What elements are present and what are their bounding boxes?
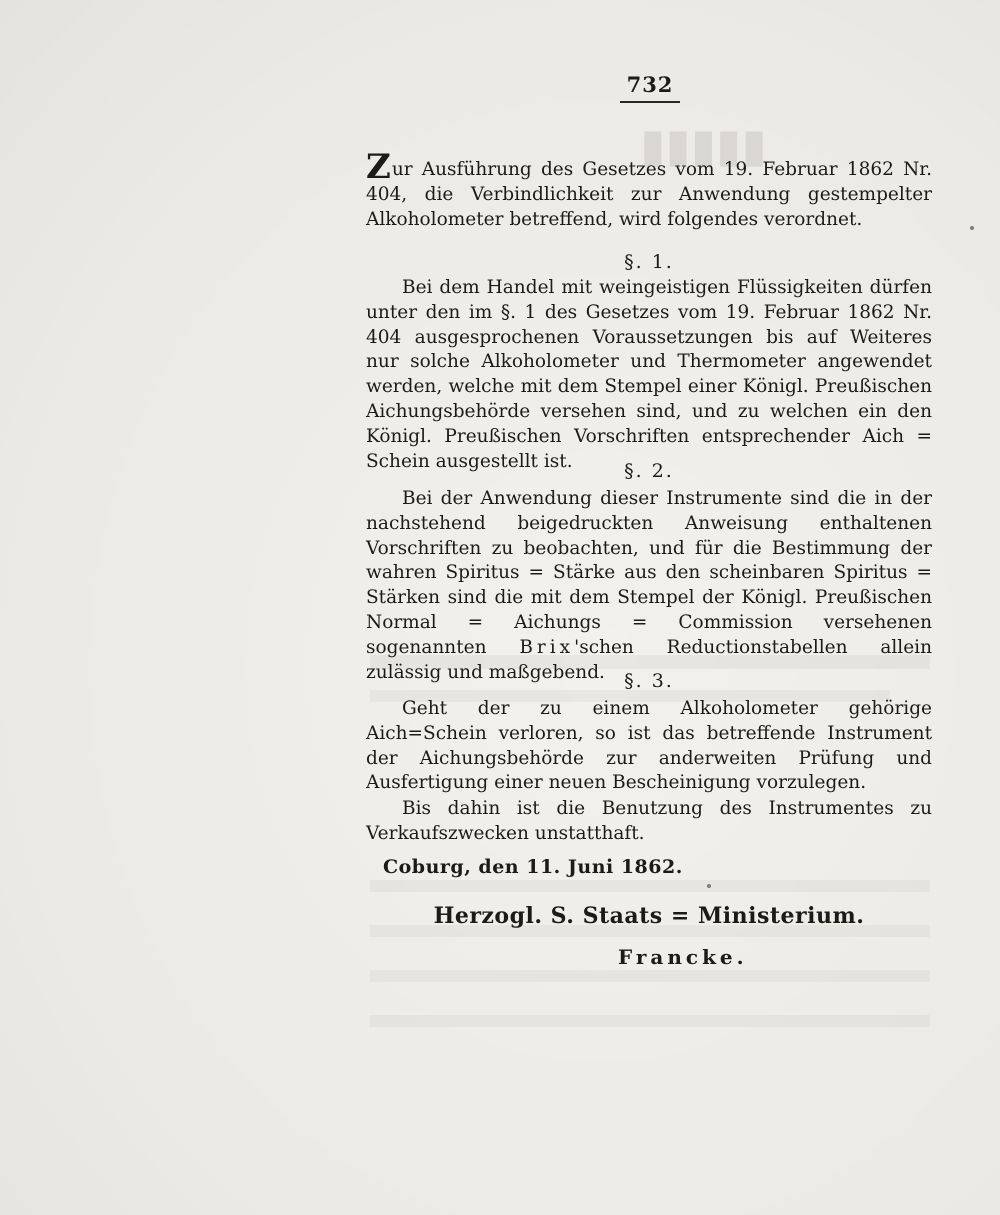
- bleed-through-line: [370, 970, 930, 982]
- section-2-spaced-name: Brix: [519, 636, 575, 658]
- intro-text: ur Ausführung des Gesetzes vom 19. Februar 1862 Nr. 404, die Verbindlichkeit zur Anwendung gestempelter Alkoholometer betreffend, wird folgendes verordnet.: [366, 159, 932, 230]
- page-number: 732: [620, 72, 680, 103]
- section-3-text: Geht der zu einem Alkoholometer gehörige Aich=Schein verloren, so ist das betreffende Instrument der Aichungsbehörde zur anderweiten Prüfung und Ausfertigung einer neuen Bescheinigung vorzulegen.: [366, 698, 932, 794]
- section-1-heading: §. 1.: [624, 251, 674, 273]
- signature: Francke.: [618, 945, 748, 969]
- section-2-text-part-1: Bei der Anwendung dieser Instrumente sind die in der nachstehend beigedruckten Anweisung enthaltenen Vorschriften zu beobachten, und für die Bestimmung der wahren Spiritus = Stärke aus den scheinbaren Spiritus = Stärken sind die mit dem Stempel der Königl. Preußischen Normal = Aichungs = Commission versehenen sogenannten: [366, 488, 932, 658]
- section-2-text: [366, 487, 932, 685]
- place-date: Coburg, den 11. Juni 1862.: [383, 856, 683, 878]
- ministry-name: Herzogl. S. Staats = Ministerium.: [433, 903, 865, 929]
- bleed-through-line: [370, 880, 930, 892]
- bleed-through-line: [370, 1015, 930, 1027]
- ink-speck: [707, 884, 711, 888]
- section-1-text: Bei dem Handel mit weingeistigen Flüssigkeiten dürfen unter den im §. 1 des Gesetzes vom 19. Februar 1862 Nr. 404 ausgesprochenen Voraussetzungen bis auf Weiteres nur solche Alkoholometer und Thermometer angewendet werden, welche mit dem Stempel einer Königl. Preußischen Aichungsbehörde versehen sind, und zu welchen ein den Königl. Preußischen Vorschriften entsprechender Aich = Schein ausgestellt ist.: [366, 277, 932, 472]
- bleed-through-heading: ▮▮▮▮▮: [640, 118, 767, 172]
- drop-cap: Z: [366, 147, 391, 187]
- section-2-heading: §. 2.: [624, 460, 674, 482]
- intro-paragraph: [366, 147, 932, 232]
- ink-speck: [970, 226, 974, 230]
- section-2-text-part-2: 'schen Reductionstabellen allein zulässig und maßgebend.: [366, 636, 932, 683]
- section-3-heading: §. 3.: [624, 670, 674, 692]
- section-3-text-2: Bis dahin ist die Benutzung des Instrumentes zu Verkaufszwecken unstatthaft.: [366, 798, 932, 844]
